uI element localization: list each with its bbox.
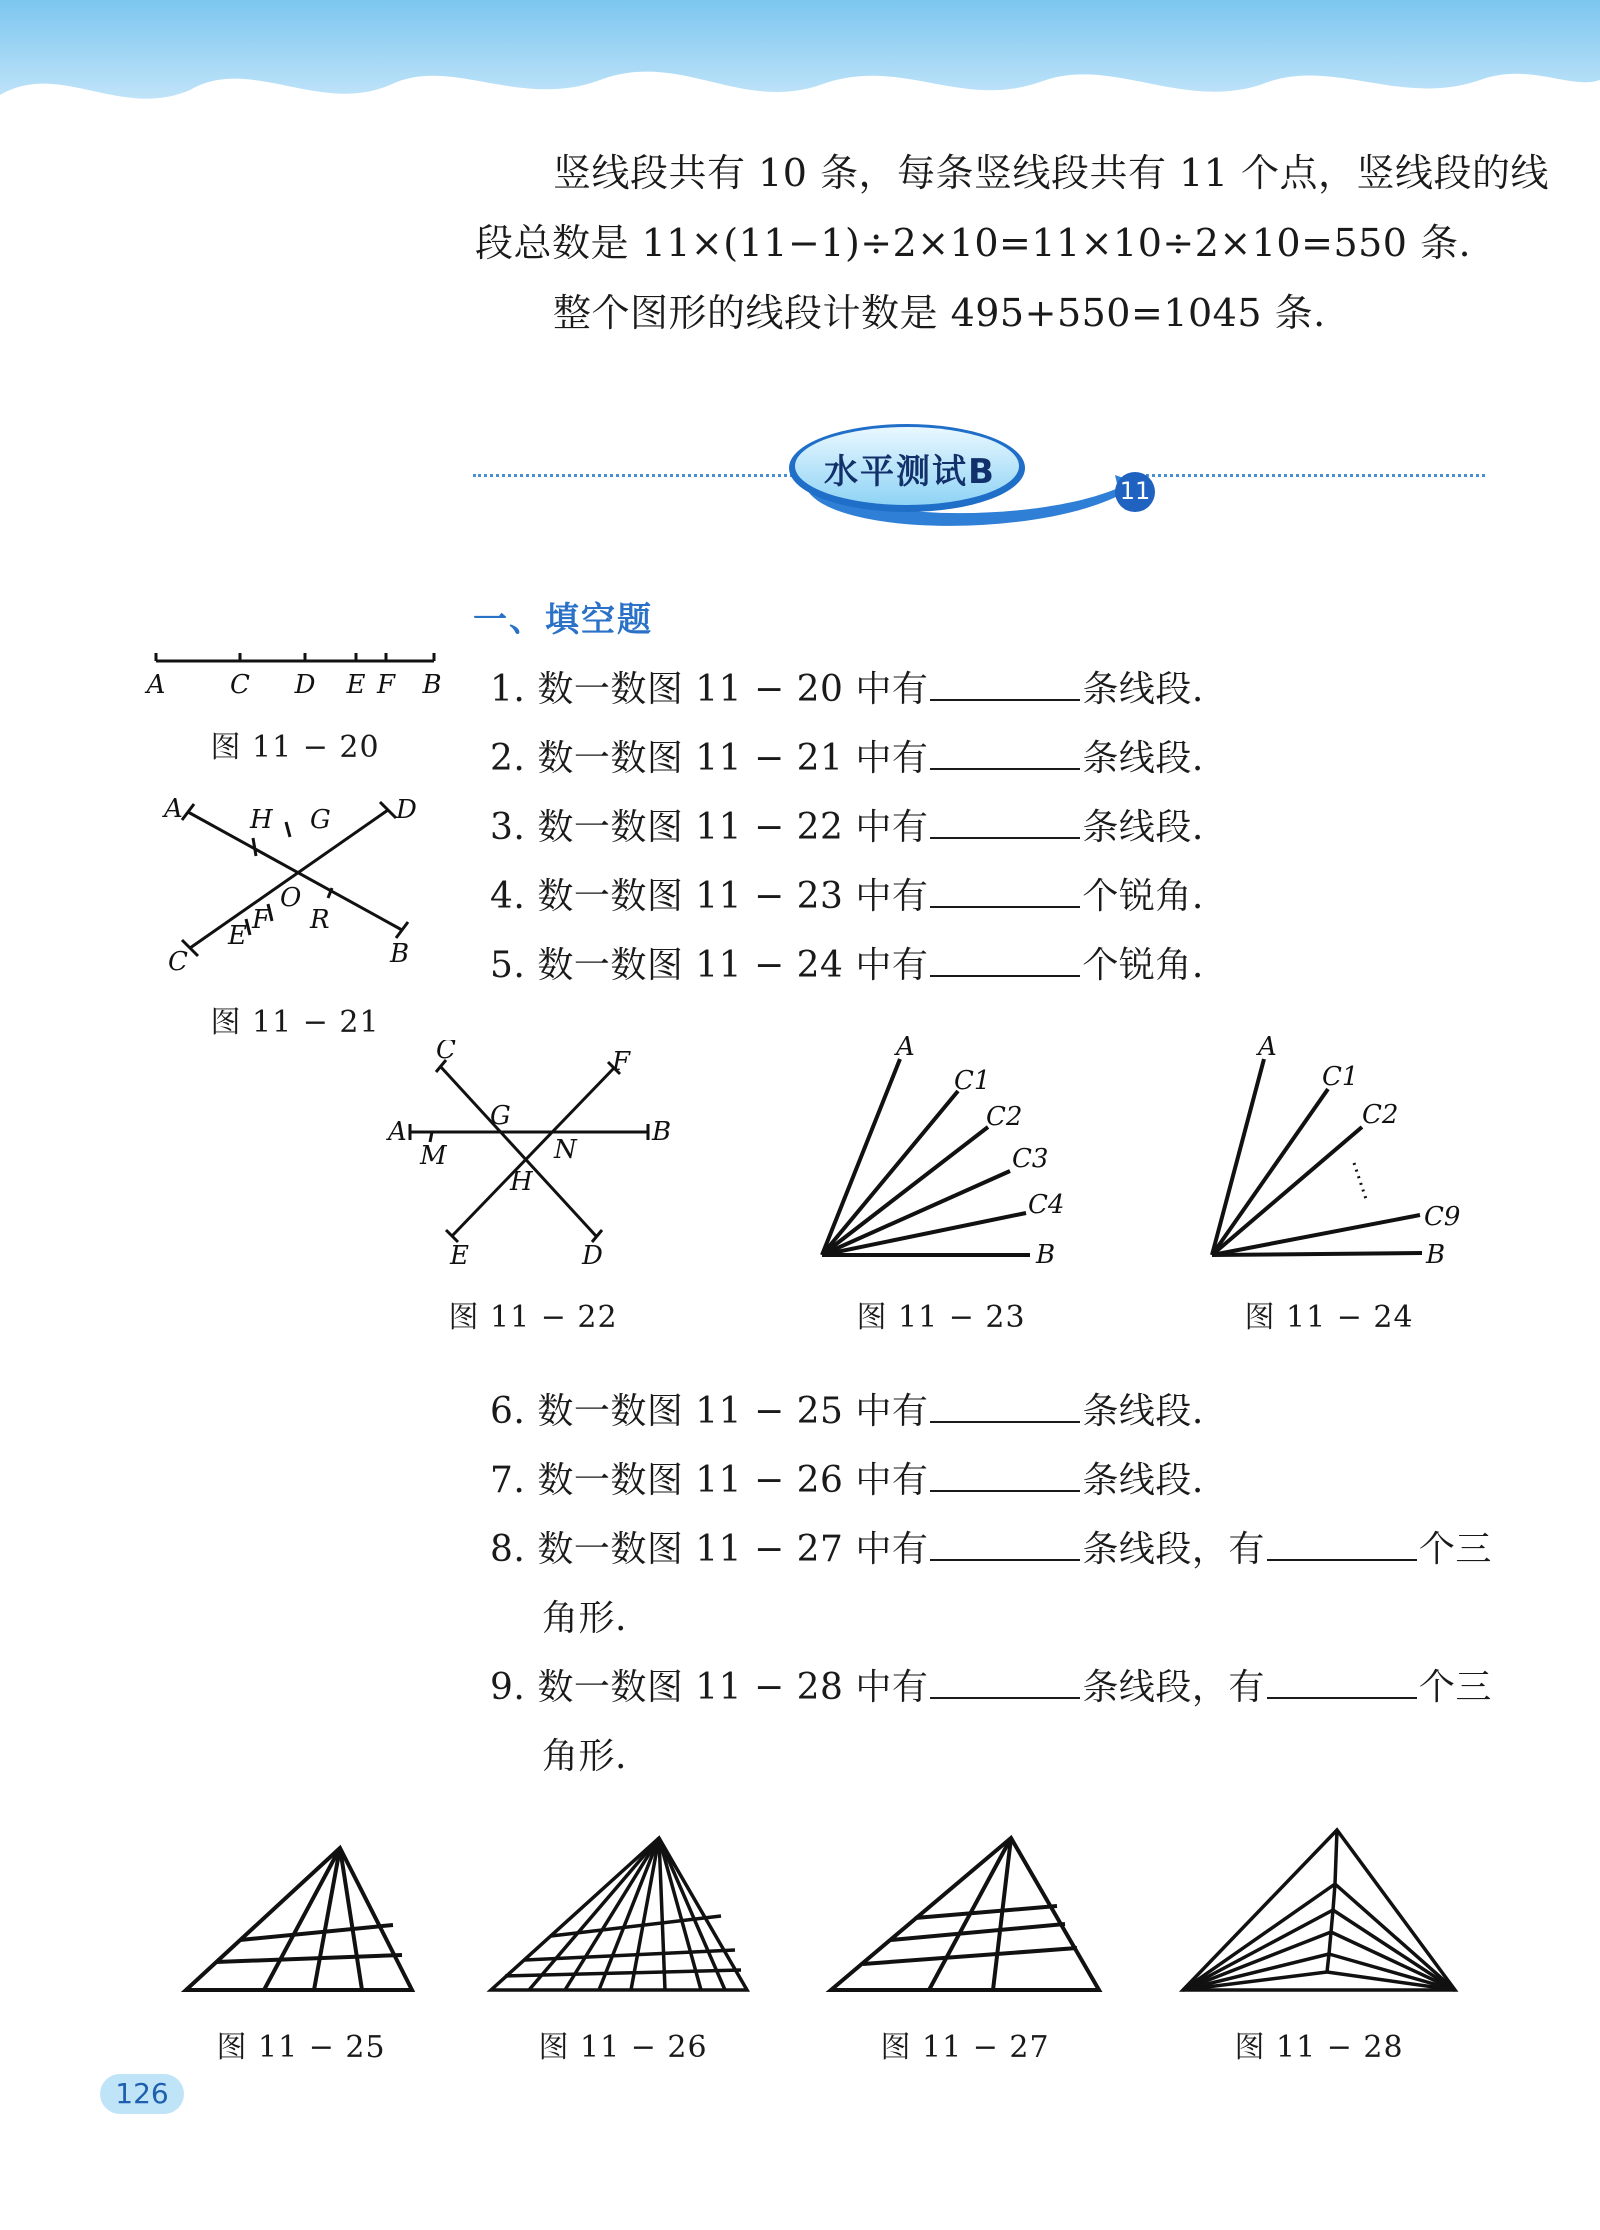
figure-11-28 — [1175, 1820, 1465, 1998]
figure-11-23-caption: 图 11 − 23 — [856, 1300, 1026, 1335]
question-4-blank[interactable] — [930, 874, 1080, 908]
fig22-label-n: N — [554, 1135, 577, 1165]
question-2-blank[interactable] — [930, 736, 1080, 770]
fig21-label-e: E — [228, 921, 247, 951]
question-5-number: 5. — [490, 945, 526, 986]
figure-11-27-caption: 图 11 − 27 — [880, 2030, 1050, 2065]
banner-rule-right — [1140, 474, 1485, 477]
question-4-number: 4. — [490, 876, 526, 917]
question-7-suffix: 条线段. — [1082, 1460, 1204, 1501]
question-7-text: 数一数图 11 − 26 中有 — [537, 1460, 929, 1501]
question-2 — [490, 724, 1204, 794]
fig24-label-c1: C1 — [1322, 1062, 1359, 1092]
question-8-number: 8. — [490, 1529, 526, 1570]
intro-line-1: 竖线段共有 10 条，每条竖线段共有 11 个点，竖线段的线 — [553, 151, 1550, 195]
figure-11-20-caption: 图 11 − 20 — [210, 730, 380, 765]
question-6-text: 数一数图 11 − 25 中有 — [537, 1391, 929, 1432]
fig21-label-r: R — [310, 905, 330, 935]
sky-header-decoration — [0, 0, 1600, 160]
fig24-label-b: B — [1426, 1240, 1446, 1270]
fig20-label-d: D — [294, 670, 316, 700]
banner-title: 水平测试B — [824, 452, 996, 492]
question-7-number: 7. — [490, 1460, 526, 1501]
question-8-blank-triangles[interactable] — [1267, 1527, 1417, 1561]
question-5-blank[interactable] — [930, 943, 1080, 977]
section-title: 一、填空题 — [473, 600, 653, 640]
fig20-label-a: A — [146, 670, 166, 700]
fig21-label-b: B — [390, 939, 410, 969]
question-5-text: 数一数图 11 − 24 中有 — [537, 945, 929, 986]
fig22-label-d: D — [582, 1241, 603, 1270]
question-8-continuation: 角形. — [542, 1598, 627, 1639]
question-5 — [490, 931, 1204, 1001]
fig21-label-g: G — [310, 805, 331, 835]
fig20-label-f: F — [376, 670, 396, 700]
figure-11-22-caption: 图 11 − 22 — [448, 1300, 618, 1335]
question-7 — [490, 1446, 1204, 1516]
fig20-label-c: C — [230, 670, 250, 700]
question-3-number: 3. — [490, 807, 526, 848]
question-4 — [490, 862, 1204, 932]
question-6-suffix: 条线段. — [1082, 1391, 1204, 1432]
figure-11-26 — [485, 1828, 755, 1998]
fig22-label-e: E — [450, 1241, 469, 1270]
fig23-label-c1: C1 — [954, 1066, 991, 1096]
fig22-label-a: A — [388, 1117, 407, 1147]
fig23-label-c4: C4 — [1028, 1190, 1065, 1220]
question-9-middle: 条线段，有 — [1082, 1667, 1265, 1708]
intro-line-3: 整个图形的线段计数是 495+550=1045 条. — [553, 291, 1326, 335]
fig23-label-b: B — [1036, 1240, 1056, 1270]
fig22-label-m: M — [420, 1141, 447, 1171]
question-3-suffix: 条线段. — [1082, 807, 1204, 848]
question-3-text: 数一数图 11 − 22 中有 — [537, 807, 929, 848]
question-4-suffix: 个锐角. — [1082, 876, 1204, 917]
question-9-suffix: 个三 — [1418, 1667, 1492, 1708]
fig22-label-h: H — [510, 1167, 533, 1197]
figure-11-25 — [180, 1838, 420, 1998]
question-8-blank-segments[interactable] — [930, 1527, 1080, 1561]
figure-11-25-caption: 图 11 − 25 — [216, 2030, 386, 2065]
question-2-suffix: 条线段. — [1082, 738, 1204, 779]
question-2-text: 数一数图 11 − 21 中有 — [537, 738, 929, 779]
question-6-blank[interactable] — [930, 1389, 1080, 1423]
fig20-label-b: B — [422, 670, 442, 700]
fig24-label-a: A — [1258, 1035, 1277, 1062]
figure-11-26-caption: 图 11 − 26 — [538, 2030, 708, 2065]
fig21-label-h: H — [250, 805, 273, 835]
fig21-label-a: A — [164, 794, 183, 824]
fig22-label-f: F — [612, 1047, 631, 1077]
question-1-suffix: 条线段. — [1082, 669, 1204, 710]
figure-11-21-caption: 图 11 − 21 — [210, 1005, 380, 1040]
question-1-number: 1. — [490, 669, 526, 710]
question-8-suffix: 个三 — [1418, 1529, 1492, 1570]
question-3 — [490, 793, 1204, 863]
figure-11-24 — [1190, 1035, 1470, 1275]
question-9-number: 9. — [490, 1667, 526, 1708]
fig23-label-c3: C3 — [1012, 1144, 1049, 1174]
question-2-number: 2. — [490, 738, 526, 779]
figure-11-24-caption: 图 11 − 24 — [1244, 1300, 1414, 1335]
question-4-text: 数一数图 11 − 23 中有 — [537, 876, 929, 917]
question-9 — [490, 1653, 1492, 1723]
figure-11-22 — [380, 1040, 690, 1270]
fig24-label-c9: C9 — [1424, 1202, 1461, 1232]
fig22-label-g: G — [490, 1101, 511, 1131]
banner-rule-left — [473, 474, 793, 477]
fig24-label-c2: C2 — [1362, 1100, 1399, 1130]
question-3-blank[interactable] — [930, 805, 1080, 839]
fig20-label-e: E — [346, 670, 366, 700]
fig21-label-d: D — [396, 795, 417, 825]
fig22-label-b: B — [652, 1117, 672, 1147]
fig22-label-c: C — [436, 1040, 456, 1065]
figure-11-21 — [150, 790, 430, 980]
page-number: 126 — [100, 2074, 184, 2114]
figure-11-28-caption: 图 11 − 28 — [1234, 2030, 1404, 2065]
question-1-text: 数一数图 11 − 20 中有 — [537, 669, 929, 710]
question-1-blank[interactable] — [930, 667, 1080, 701]
question-9-blank-segments[interactable] — [930, 1665, 1080, 1699]
question-8-middle: 条线段，有 — [1082, 1529, 1265, 1570]
figure-11-20 — [140, 645, 450, 705]
question-8-text: 数一数图 11 − 27 中有 — [537, 1529, 929, 1570]
fig23-label-a: A — [896, 1035, 915, 1062]
fig21-label-f: F — [252, 905, 271, 935]
fig21-label-o: O — [280, 883, 302, 913]
figure-11-23 — [800, 1035, 1080, 1275]
question-9-continuation: 角形. — [542, 1736, 627, 1777]
question-8 — [490, 1515, 1492, 1585]
question-7-blank[interactable] — [930, 1458, 1080, 1492]
question-9-text: 数一数图 11 − 28 中有 — [537, 1667, 929, 1708]
question-1 — [490, 655, 1204, 725]
fig21-label-c: C — [168, 947, 188, 977]
fig23-label-c2: C2 — [986, 1102, 1023, 1132]
chapter-number: 11 — [1119, 477, 1151, 505]
question-6 — [490, 1377, 1204, 1447]
intro-line-2: 段总数是 11×(11−1)÷2×10=11×10÷2×10=550 条. — [475, 221, 1472, 265]
figure-11-27 — [825, 1828, 1105, 1998]
question-5-suffix: 个锐角. — [1082, 945, 1204, 986]
question-6-number: 6. — [490, 1391, 526, 1432]
question-9-blank-triangles[interactable] — [1267, 1665, 1417, 1699]
